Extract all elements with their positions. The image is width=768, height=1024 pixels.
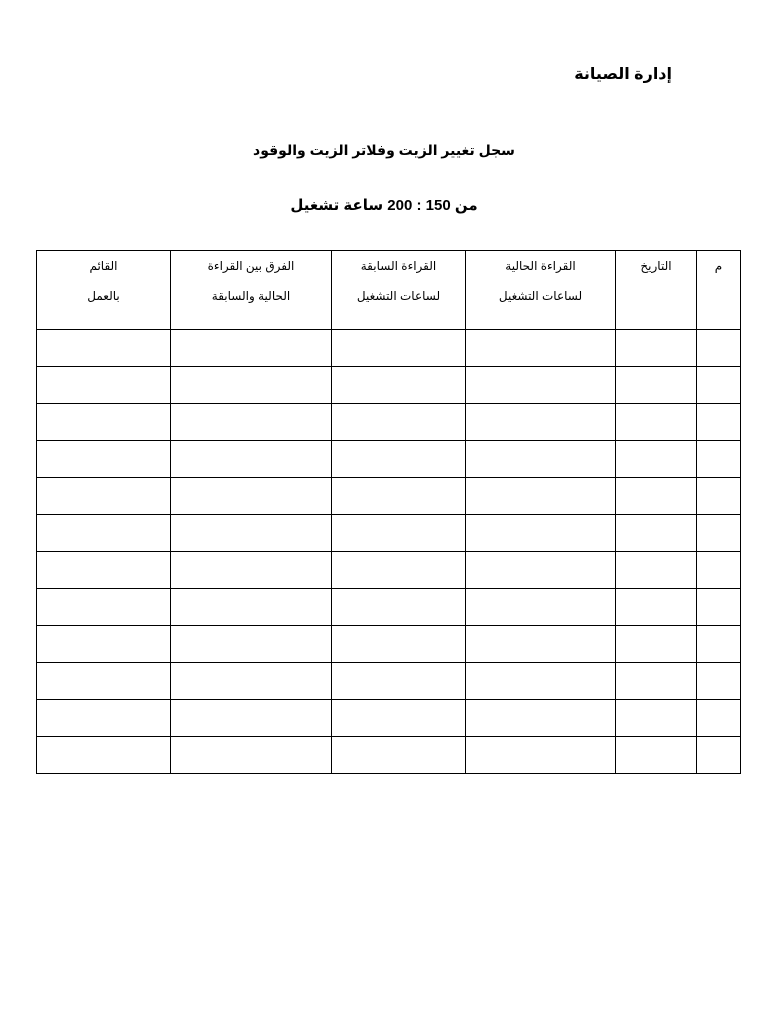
- table-cell: [171, 404, 332, 441]
- table-cell: [171, 589, 332, 626]
- column-header-line: القراءة السابقة: [360, 259, 437, 273]
- table-row: [37, 330, 741, 367]
- table-row: [37, 478, 741, 515]
- table-row: [37, 367, 741, 404]
- table-cell: [171, 330, 332, 367]
- table-cell: [332, 663, 466, 700]
- table-body: [37, 330, 741, 774]
- table-cell: [332, 552, 466, 589]
- table-cell: [37, 663, 171, 700]
- table-row: [37, 552, 741, 589]
- table-cell: [332, 441, 466, 478]
- column-header-performed-by: [37, 251, 171, 330]
- column-header-line: التاريخ: [640, 259, 672, 273]
- column-header-line: بالعمل: [87, 289, 120, 303]
- table-cell: [466, 626, 616, 663]
- table-cell: [616, 478, 697, 515]
- table-cell: [332, 478, 466, 515]
- table-cell: [466, 478, 616, 515]
- table-cell: [697, 478, 741, 515]
- table-cell: [466, 515, 616, 552]
- table-cell: [332, 404, 466, 441]
- table-cell: [37, 367, 171, 404]
- column-header-reading-difference: [171, 251, 332, 330]
- table-cell: [697, 700, 741, 737]
- table-cell: [37, 404, 171, 441]
- table-cell: [171, 552, 332, 589]
- table-cell: [37, 552, 171, 589]
- column-header-number: [697, 251, 741, 330]
- table-cell: [697, 515, 741, 552]
- table-cell: [616, 589, 697, 626]
- table-cell: [466, 441, 616, 478]
- table-cell: [332, 367, 466, 404]
- table-row: [37, 515, 741, 552]
- table-cell: [332, 700, 466, 737]
- table-cell: [332, 330, 466, 367]
- table-cell: [171, 441, 332, 478]
- column-header-line: م: [714, 259, 723, 273]
- table-cell: [616, 441, 697, 478]
- column-header-line: القراءة الحالية: [505, 259, 576, 273]
- table-cell: [332, 589, 466, 626]
- table-cell: [697, 589, 741, 626]
- column-header-line: القائم: [89, 259, 118, 273]
- table-row: [37, 700, 741, 737]
- column-header-previous-reading: [332, 251, 466, 330]
- document-title: سجل تغيير الزيت وفلاتر الزيت والوقود: [253, 142, 515, 158]
- table-cell: [466, 663, 616, 700]
- table-cell: [171, 663, 332, 700]
- table-cell: [697, 737, 741, 774]
- table-cell: [466, 404, 616, 441]
- table-cell: [697, 626, 741, 663]
- column-header-date: [616, 251, 697, 330]
- table-cell: [37, 737, 171, 774]
- table-cell: [697, 367, 741, 404]
- department-name: إدارة الصيانة: [574, 66, 672, 83]
- table-cell: [466, 589, 616, 626]
- table-row: [37, 404, 741, 441]
- table-cell: [37, 626, 171, 663]
- table-cell: [171, 737, 332, 774]
- table-cell: [466, 700, 616, 737]
- oil-change-log-table: [36, 250, 741, 774]
- table-row: [37, 737, 741, 774]
- table-cell: [616, 552, 697, 589]
- table-cell: [171, 700, 332, 737]
- table-cell: [466, 552, 616, 589]
- table-cell: [37, 441, 171, 478]
- table-row: [37, 663, 741, 700]
- column-header-line: لساعات التشغيل: [498, 289, 583, 303]
- column-header-current-reading: [466, 251, 616, 330]
- table-cell: [697, 663, 741, 700]
- table-cell: [37, 330, 171, 367]
- table-row: [37, 626, 741, 663]
- table-cell: [616, 626, 697, 663]
- table-cell: [697, 330, 741, 367]
- table-cell: [697, 404, 741, 441]
- table-cell: [616, 404, 697, 441]
- table-cell: [171, 478, 332, 515]
- table-cell: [332, 626, 466, 663]
- table-cell: [37, 589, 171, 626]
- table-header-row: [37, 251, 741, 330]
- table-cell: [616, 737, 697, 774]
- table-cell: [37, 478, 171, 515]
- column-header-line: الحالية والسابقة: [211, 289, 291, 303]
- table-cell: [616, 663, 697, 700]
- table-row: [37, 441, 741, 478]
- table-cell: [466, 330, 616, 367]
- table-cell: [332, 515, 466, 552]
- table-cell: [37, 700, 171, 737]
- document-subtitle: من 150 : 200 ساعة تشغيل: [290, 197, 478, 214]
- table-cell: [466, 367, 616, 404]
- table-cell: [37, 515, 171, 552]
- table-cell: [466, 737, 616, 774]
- column-header-line: الفرق بين القراءة: [207, 259, 295, 273]
- table-cell: [171, 626, 332, 663]
- table-cell: [616, 330, 697, 367]
- table-cell: [697, 441, 741, 478]
- table-cell: [616, 367, 697, 404]
- table-row: [37, 589, 741, 626]
- table-cell: [171, 515, 332, 552]
- column-header-line: لساعات التشغيل: [356, 289, 441, 303]
- table-cell: [616, 515, 697, 552]
- table-cell: [332, 737, 466, 774]
- table-cell: [616, 700, 697, 737]
- table-cell: [697, 552, 741, 589]
- table-cell: [171, 367, 332, 404]
